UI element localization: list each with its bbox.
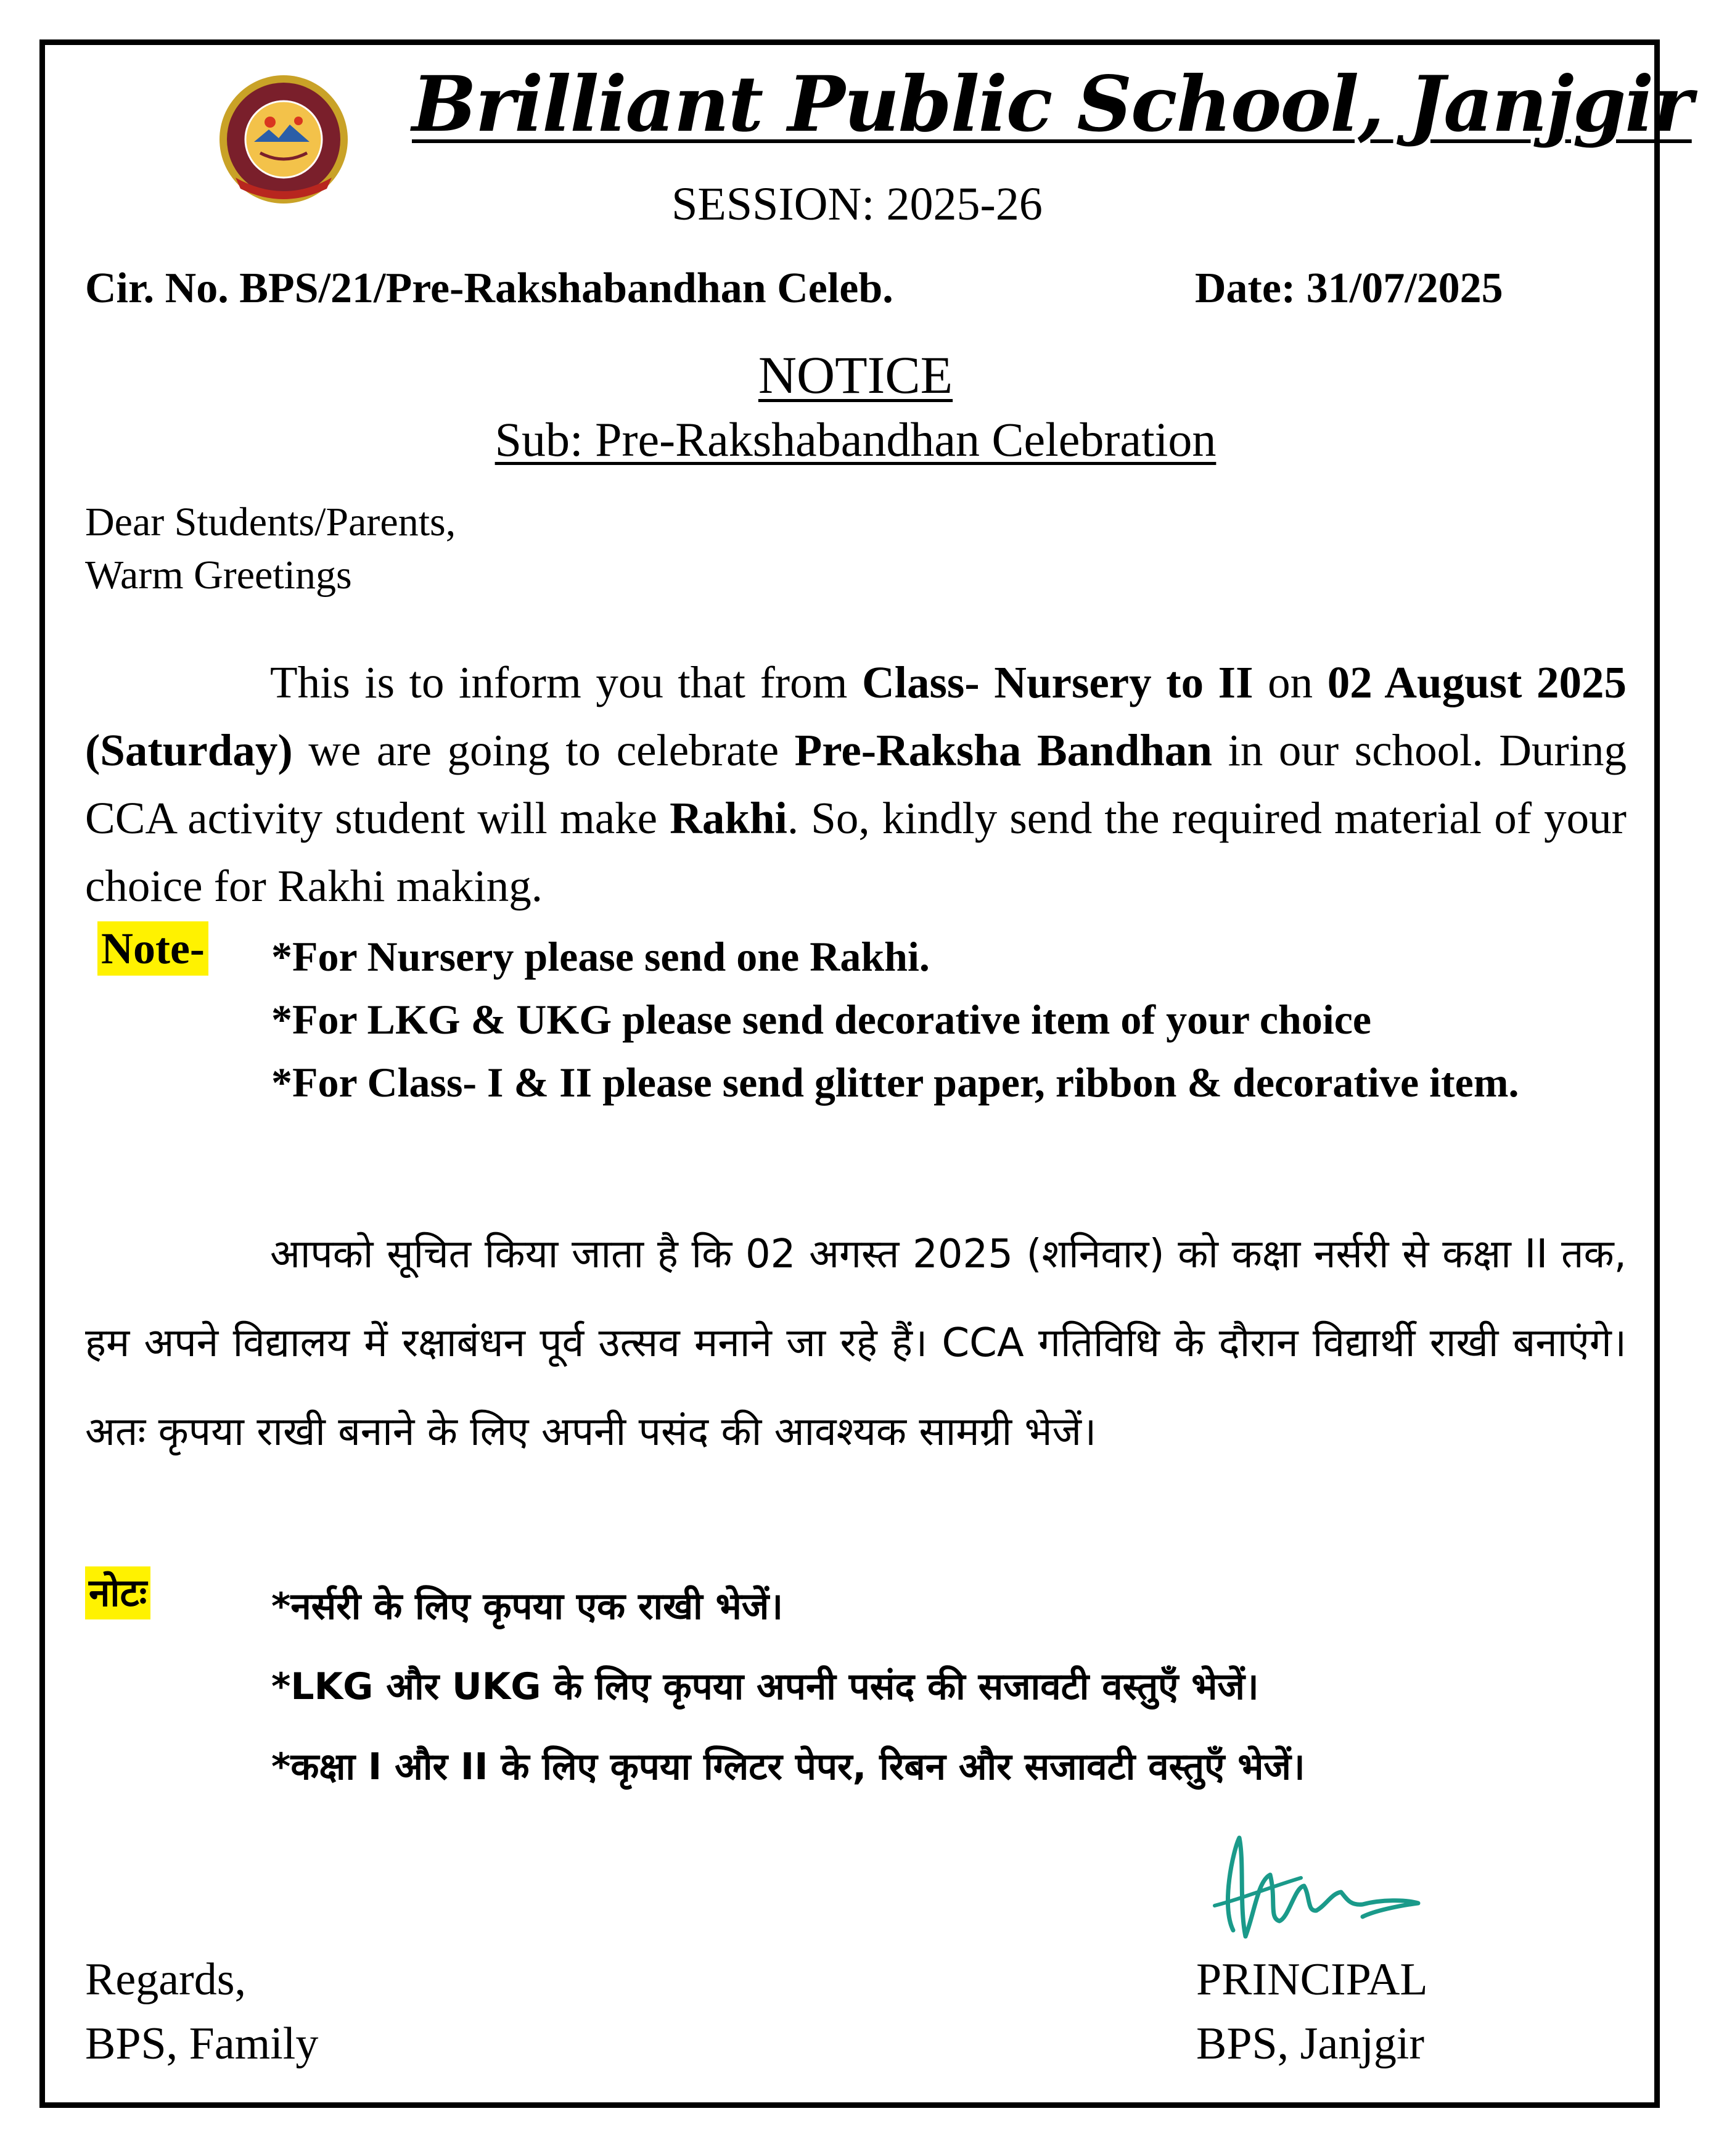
body-text: we are going to celebrate [292, 725, 795, 775]
body-bold-text: Pre-Raksha Bandhan [794, 725, 1213, 775]
greeting-line: Warm Greetings [85, 553, 352, 598]
note-item: *नर्सरी के लिए कृपया एक राखी भेजें। [271, 1585, 784, 1628]
body-text: on [1253, 657, 1327, 707]
regards-signoff: BPS, Family [85, 2018, 319, 2069]
salutation-line: Dear Students/Parents, [85, 500, 456, 545]
note-item: *For LKG & UKG please send decorative item of your choice [271, 996, 1372, 1043]
circular-number: Cir. No. BPS/21/Pre-Rakshabandhan Celeb. [85, 265, 893, 312]
signatory-org: BPS, Janjgir [1196, 2018, 1425, 2069]
notice-heading: NOTICE [758, 345, 953, 405]
regards-block [85, 1948, 318, 2076]
body-bold-text: Class- Nursery to II [862, 657, 1254, 707]
salutation [85, 496, 456, 602]
english-note-list [271, 925, 1519, 1114]
body-bold-text: 02 August 2025 (Saturday) [85, 657, 1627, 775]
principal-signature [1196, 1813, 1455, 1961]
body-text: . So, kindly send the required material of your choice for Rakhi making. [85, 793, 1627, 911]
note-item: *LKG और UKG के लिए कृपया अपनी पसंद की सजावटी वस्तुएँ भेजें। [271, 1665, 1259, 1708]
signatory-title: PRINCIPAL [1196, 1954, 1428, 2005]
english-body-paragraph [85, 649, 1627, 920]
body-bold-text: Rakhi [670, 793, 787, 843]
hindi-note-label: नोटः [85, 1566, 150, 1619]
principal-block [1196, 1948, 1428, 2076]
circular-date: Date: 31/07/2025 [1195, 265, 1503, 312]
english-note-label: Note- [97, 921, 208, 976]
hindi-note-list [271, 1566, 1305, 1807]
note-item: *For Nursery please send one Rakhi. [271, 933, 930, 980]
body-text: This is to inform you that from [270, 657, 862, 707]
note-item: *For Class- I & II please send glitter paper, ribbon & decorative item. [271, 1059, 1519, 1106]
session-label: SESSION: 2025-26 [671, 178, 1043, 230]
notice-subject: Sub: Pre-Rakshabandhan Celebration [494, 413, 1217, 466]
circular-info-row [85, 264, 1516, 313]
note-item: *कक्षा I और II के लिए कृपया ग्लिटर पेपर, रिबन और सजावटी वस्तुएँ भेजें। [271, 1745, 1305, 1788]
body-text: in our school. During CCA activity student will make [85, 725, 1627, 843]
school-name: Brilliant Public School, Janjgir [412, 60, 1692, 149]
hindi-body-paragraph: आपको सूचित किया जाता है कि 02 अगस्त 2025 (शनिवार) को कक्षा नर्सरी से कक्षा II तक, हम अपने विद्यालय में रक्षाबंधन पूर्व उत्सव मनाने जा रहे हैं। CCA गतिविधि के दौरान विद्यार्थी राखी बनाएंगे। अतः कृपया राखी बनाने के लिए अपनी पसंद की आवश्यक सामग्री भेजें। [85, 1232, 1627, 1455]
regards-line: Regards, [85, 1954, 246, 2005]
school-logo [217, 73, 350, 206]
